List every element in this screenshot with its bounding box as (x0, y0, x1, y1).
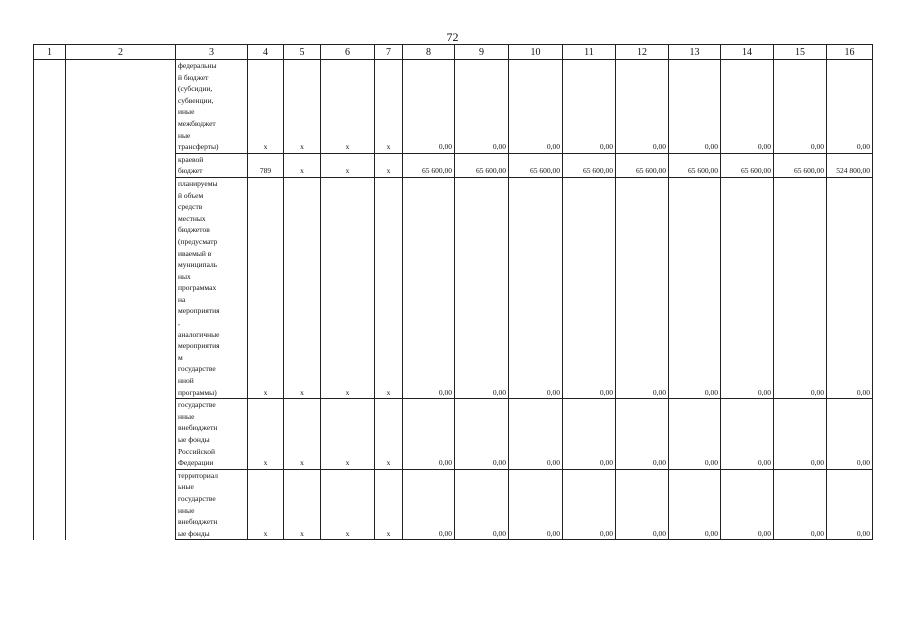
description-line: нные (178, 411, 195, 421)
description-line: государстве (178, 493, 216, 503)
value-cell: 0,00 (669, 399, 721, 470)
description-line: ных (178, 271, 191, 281)
value-cell: x (284, 60, 321, 154)
description-line: краевой (178, 154, 204, 164)
description-line: Российской (178, 446, 215, 456)
description-line: федеральны (178, 61, 217, 70)
table-row (34, 399, 873, 470)
table-row (34, 469, 873, 540)
description-line: мероприятия (178, 306, 220, 316)
value-cell: 0,00 (721, 177, 774, 398)
value-cell: x (248, 469, 284, 540)
value-cell: 0,00 (563, 60, 616, 154)
description-line: нной (178, 376, 194, 386)
source-description (176, 177, 248, 398)
value-cell: x (321, 399, 375, 470)
value-cell: 65 600,00 (669, 153, 721, 177)
description-line: бюджетов (178, 225, 210, 235)
description-line: государстве (178, 400, 216, 410)
description-line: территориал (178, 470, 218, 480)
value-cell: x (321, 177, 375, 398)
value-cell: 0,00 (455, 399, 509, 470)
value-cell: 0,00 (455, 469, 509, 540)
description-line: й объем (178, 190, 204, 200)
description-line: государстве (178, 364, 216, 374)
description-line: внебюджетн (178, 517, 218, 527)
column-header: 11 (563, 45, 616, 60)
column-header: 14 (721, 45, 774, 60)
value-cell: x (321, 153, 375, 177)
column-header: 2 (66, 45, 176, 60)
value-cell: 65 600,00 (616, 153, 669, 177)
description-line: Федерации (178, 458, 214, 468)
table-row (34, 153, 873, 177)
value-cell: 0,00 (509, 399, 563, 470)
value-cell: 0,00 (403, 177, 455, 398)
description-line: ные (178, 130, 191, 140)
description-line: планируемы (178, 178, 218, 188)
value-cell: x (375, 469, 403, 540)
description-line: ые фонды (178, 435, 210, 444)
description-line: межбюджет (178, 118, 216, 128)
value-cell: 0,00 (509, 177, 563, 398)
value-cell: 0,00 (774, 60, 827, 154)
source-description (176, 399, 248, 470)
value-cell: 0,00 (721, 60, 774, 154)
column-header: 5 (284, 45, 321, 60)
description-line: трансферты) (178, 142, 219, 152)
column-header: 9 (455, 45, 509, 60)
value-cell: 0,00 (403, 60, 455, 154)
value-cell: 65 600,00 (721, 153, 774, 177)
column-header: 1 (34, 45, 66, 60)
value-cell: x (284, 153, 321, 177)
value-cell: 0,00 (509, 469, 563, 540)
description-line: (субсидии, (178, 84, 213, 94)
column-header: 7 (375, 45, 403, 60)
value-cell: 0,00 (721, 399, 774, 470)
value-cell: x (375, 399, 403, 470)
value-cell: 0,00 (774, 177, 827, 398)
description-line: муниципаль (178, 260, 218, 270)
column-header: 6 (321, 45, 375, 60)
table-cell-empty (34, 399, 66, 470)
value-cell: 0,00 (827, 399, 873, 470)
table-body (34, 45, 873, 540)
description-line: иваемый в (178, 248, 212, 258)
column-header: 12 (616, 45, 669, 60)
description-line: , (178, 318, 180, 328)
column-header: 16 (827, 45, 873, 60)
value-cell: 0,00 (563, 177, 616, 398)
value-cell: 0,00 (669, 469, 721, 540)
value-cell: 0,00 (721, 469, 774, 540)
column-header: 8 (403, 45, 455, 60)
description-line: ые фонды (178, 528, 210, 538)
value-cell: x (375, 153, 403, 177)
description-line: субвенции, (178, 95, 214, 105)
description-line: местных (178, 213, 206, 223)
table-cell-empty (66, 153, 176, 177)
description-line: м (178, 352, 183, 362)
value-cell: x (284, 469, 321, 540)
description-line: программах (178, 283, 217, 293)
value-cell: 0,00 (616, 469, 669, 540)
value-cell: x (375, 177, 403, 398)
value-cell: 65 600,00 (563, 153, 616, 177)
value-cell: x (248, 399, 284, 470)
table-cell-empty (66, 399, 176, 470)
description-line: на (178, 294, 186, 304)
table-cell-empty (66, 60, 176, 154)
value-cell: 524 800,00 (827, 153, 873, 177)
value-cell: x (248, 60, 284, 154)
value-cell: 65 600,00 (403, 153, 455, 177)
value-cell: 0,00 (563, 399, 616, 470)
value-cell: 0,00 (669, 60, 721, 154)
value-cell: 65 600,00 (774, 153, 827, 177)
table-cell-empty (66, 469, 176, 540)
table-cell-empty (34, 469, 66, 540)
value-cell: 0,00 (827, 469, 873, 540)
value-cell: 0,00 (774, 399, 827, 470)
value-cell: x (284, 399, 321, 470)
source-description (176, 153, 248, 177)
value-cell: 0,00 (455, 177, 509, 398)
description-line: нные (178, 505, 195, 515)
value-cell: x (375, 60, 403, 154)
column-header: 4 (248, 45, 284, 60)
header-row (34, 45, 873, 60)
value-cell: 0,00 (616, 177, 669, 398)
value-cell: x (321, 60, 375, 154)
column-header: 10 (509, 45, 563, 60)
table-row (34, 60, 873, 154)
table-cell-empty (66, 177, 176, 398)
column-header: 15 (774, 45, 827, 60)
value-cell: 0,00 (616, 60, 669, 154)
value-cell: 0,00 (616, 399, 669, 470)
value-cell: 0,00 (563, 469, 616, 540)
value-cell: x (248, 177, 284, 398)
budget-table (33, 44, 873, 540)
value-cell: 0,00 (827, 177, 873, 398)
source-description (176, 60, 248, 154)
value-cell: 0,00 (455, 60, 509, 154)
value-cell: 0,00 (669, 177, 721, 398)
source-description (176, 469, 248, 540)
value-cell: 789 (248, 153, 284, 177)
description-line: иные (178, 107, 195, 117)
column-header: 13 (669, 45, 721, 60)
description-line: мероприятия (178, 341, 220, 351)
column-header: 3 (176, 45, 248, 60)
value-cell: 0,00 (774, 469, 827, 540)
table-cell-empty (34, 153, 66, 177)
value-cell: 0,00 (509, 60, 563, 154)
description-line: й бюджет (178, 72, 209, 82)
description-line: (предусматр (178, 236, 218, 246)
table-cell-empty (34, 177, 66, 398)
value-cell: 65 600,00 (455, 153, 509, 177)
value-cell: 0,00 (403, 469, 455, 540)
description-line: внебюджетн (178, 423, 218, 433)
value-cell: 0,00 (403, 399, 455, 470)
description-line: средств (178, 202, 203, 212)
value-cell: 65 600,00 (509, 153, 563, 177)
description-line: аналогичные (178, 329, 220, 339)
description-line: бюджет (178, 166, 203, 176)
value-cell: 0,00 (827, 60, 873, 154)
value-cell: x (284, 177, 321, 398)
value-cell: x (321, 469, 375, 540)
table-cell-empty (34, 60, 66, 154)
description-line: программы) (178, 387, 217, 397)
page-number: 72 (446, 30, 459, 44)
description-line: ьные (178, 482, 194, 492)
table-row (34, 177, 873, 398)
